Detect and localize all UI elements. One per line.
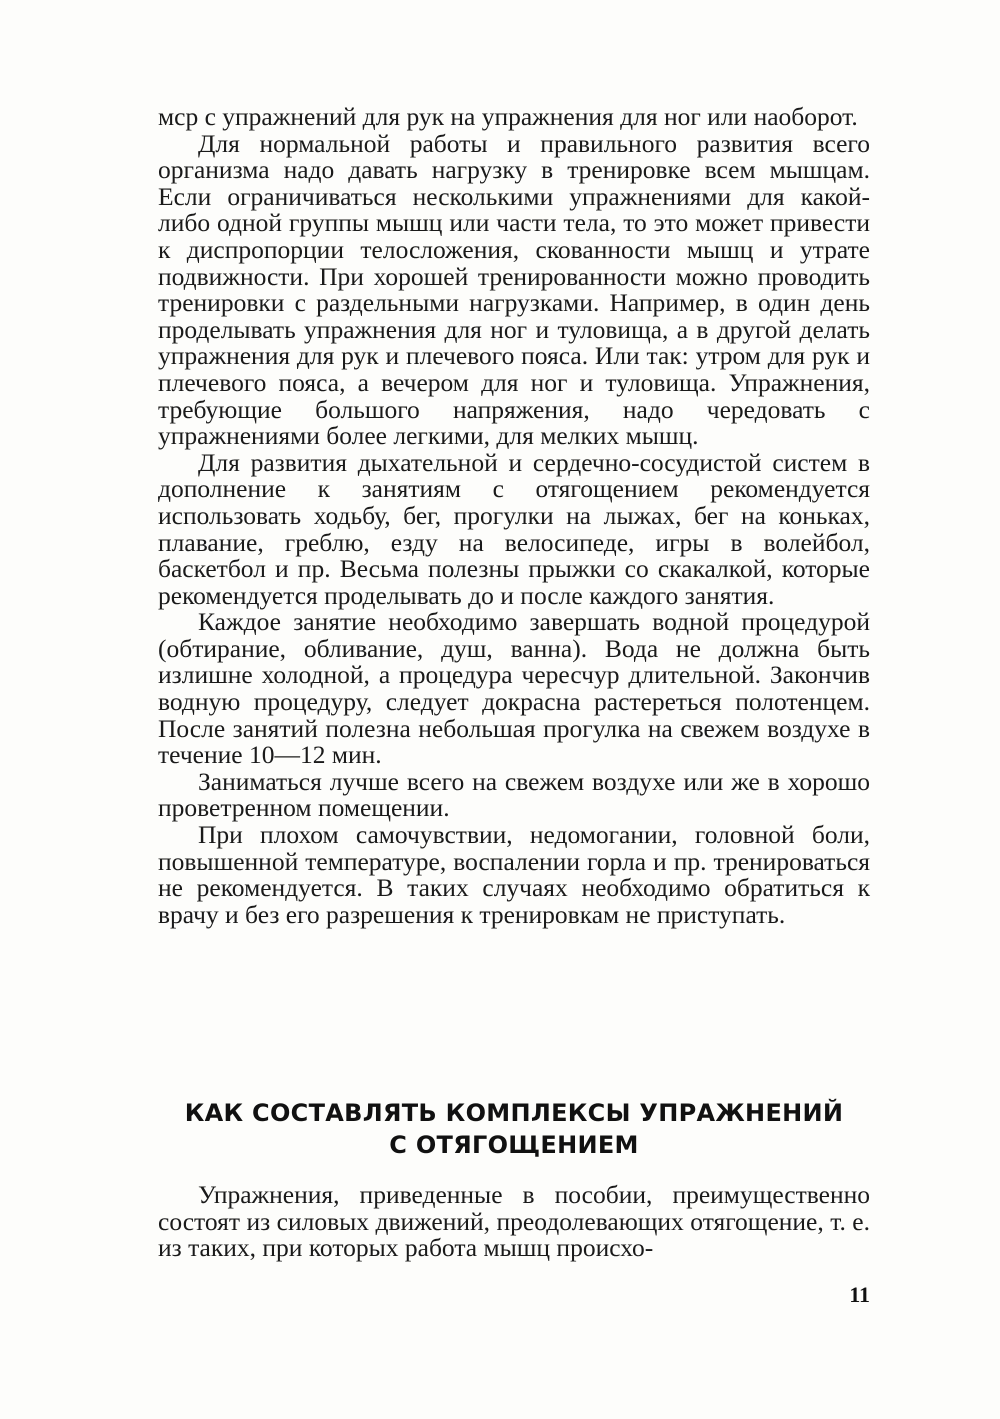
section-heading-line-2: С ОТЯГОЩЕНИЕМ xyxy=(389,1131,639,1159)
paragraph-cardio: Для развития дыхательной и сердечно-сосудистой систем в дополнение к занятиям с отягощением рекомендуется использовать ходьбу, бег, прогулки на лыжах, бег на коньках, плавание, греблю, езду на велосипеде, игры в волейбол, баскетбол и пр. Весьма полезны прыжки со скакалкой, которые рекомендуется проделывать до и после каждого занятия. xyxy=(158,447,870,610)
paragraph-continuation: мср с упражнений для рук на упражнения для ног или наоборот. xyxy=(158,102,858,131)
paragraph-health-warning: При плохом самочувствии, недомогании, головной боли, повышенной температуре, воспалении горла и пр. тренироваться не рекомендуется. В таких случаях необходимо обратиться к врачу и без его разрешения к тренировкам не приступать. xyxy=(158,820,870,929)
paragraph-load-balance: Для нормальной работы и правильного развития всего организма надо давать нагрузку в тренировке всем мышцам. Если ограничиваться несколькими упражнениями для какой-либо одной группы мышц или части тела, то это может привести к диспропорции телосложения, скованности мышц и утрате подвижности. При хорошей тренированности можно проводить тренировки с раздельными нагрузками. Например, в один день проделывать упражнения для ног и туловища, а в другой делать упражнения для рук и плечевого пояса. Или так: утром для рук и плечевого пояса, а вечером для ног и туловища. Упражнения, требующие большого напряжения, надо чередовать с упражнениями более легкими, для мелких мышц. xyxy=(158,128,870,451)
body-text-after-heading xyxy=(158,1182,870,1262)
section-heading-line-1: КАК СОСТАВЛЯТЬ КОМПЛЕКСЫ УПРАЖНЕНИЙ xyxy=(184,1099,844,1127)
paragraph-exercises-intro: Упражнения, приведенные в пособии, преимущественно состоят из силовых движений, преодолевающих отягощение, т. е. из таких, при которых работа мышц происхо- xyxy=(158,1180,870,1263)
paragraph-water-procedure: Каждое занятие необходимо завершать водной процедурой (обтирание, обливание, душ, ванна). Вода не должна быть излишне холодной, а процедура чересчур длительной. Закончив водную процедуру, следует докрасна растереться полотенцем. После занятий полезна небольшая прогулка на свежем воздухе в течение 10—12 мин. xyxy=(158,607,870,770)
paragraph-fresh-air: Заниматься лучше всего на свежем воздухе или же в хорошо проветренном помещении. xyxy=(158,766,870,823)
body-text-main xyxy=(158,104,870,928)
page-number: 11 xyxy=(849,1282,870,1307)
section-heading xyxy=(158,1097,870,1161)
